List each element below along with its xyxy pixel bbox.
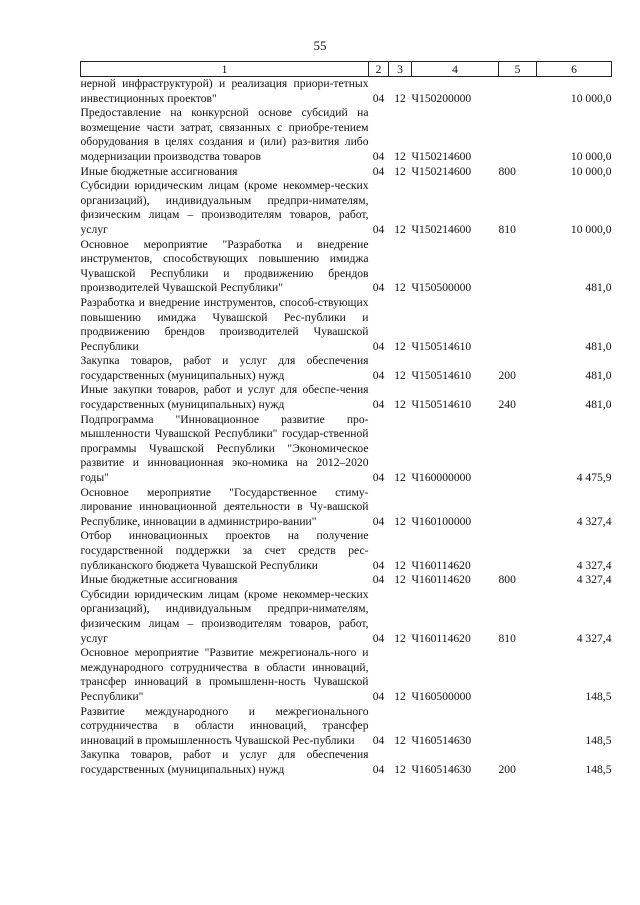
row-name: Субсидии юридическим лицам (кроме некоммер-ческих организаций), индивидуальным предпри-нимателям, физическим лицам – производителям товаров, работ, услуг [80, 587, 369, 645]
row-name: Отбор инновационных проектов на получение государственной поддержки за счет средств рес-публиканского бюджета Чувашской Республики [80, 529, 369, 572]
row-target-code: Ч150200000 [411, 91, 472, 105]
row-section: 04 [372, 573, 385, 587]
row-subsection: 12 [394, 91, 406, 105]
row-subsection: 12 [394, 762, 406, 776]
row-amount: 10 000,0 [570, 164, 612, 178]
row-expense-type: 200 [498, 762, 516, 776]
row-name: Закупка товаров, работ и услуг для обеспечения государственных (муниципальных) нужд [80, 748, 369, 776]
row-section: 04 [372, 368, 385, 382]
row-expense-type: 800 [498, 573, 516, 587]
row-amount: 10 000,0 [570, 222, 612, 236]
row-expense-type [499, 77, 537, 107]
row-subsection: 12 [394, 281, 406, 295]
row-amount: 4 327,4 [576, 573, 612, 587]
row-target-code: Ч150214600 [411, 222, 472, 236]
row-subsection: 12 [394, 222, 406, 236]
row-target-code: Ч160114620 [411, 558, 471, 572]
row-section: 04 [372, 281, 385, 295]
table-row [81, 165, 612, 180]
table-body [81, 77, 612, 778]
table-row [81, 413, 612, 486]
row-name: Субсидии юридическим лицам (кроме некоммер-ческих организаций), индивидуальным предпри-нимателям, физическим лицам – производителям товаров, работ, услуг [80, 179, 369, 236]
row-amount: 4 327,4 [576, 558, 612, 572]
row-section: 04 [372, 222, 385, 236]
row-section: 04 [372, 91, 385, 105]
row-expense-type: 240 [498, 398, 516, 412]
table-row [81, 354, 612, 383]
row-name: Основное мероприятие "Развитие межрегиональ-ного и международного сотрудничества в области инноваций, трансфер инноваций в промышленн-ность Чувашской Республики" [80, 646, 369, 703]
row-target-code: Ч160514630 [411, 733, 472, 747]
row-name: Подпрограмма "Инновационное развитие про-мышленности Чувашской Республики" государ-ственной программы Чувашской Республики "Экономическое развитие и инновационная эко-номика на 2012–2020 годы" [80, 412, 369, 485]
table-row [81, 486, 612, 530]
header-row [81, 62, 612, 77]
table-row [81, 383, 612, 412]
row-name: Предоставление на конкурсной основе субсидий на возмещение части затрат, связанных с приобре-тением оборудования в целях создания и (или) раз-вития либо модернизации производства товаров [80, 106, 369, 163]
row-section: 04 [372, 149, 385, 163]
row-subsection: 12 [394, 689, 406, 703]
table-row [81, 179, 612, 237]
table-header [81, 62, 612, 77]
row-subsection: 12 [394, 368, 406, 382]
row-target-code: Ч160100000 [411, 514, 472, 528]
header-col-name: 1 [81, 62, 369, 77]
row-section: 04 [372, 339, 385, 353]
header-col-target-code: 4 [412, 62, 499, 77]
row-name: Закупка товаров, работ и услуг для обеспечения государственных (муниципальных) нужд [80, 354, 369, 382]
row-expense-type: 800 [498, 164, 516, 178]
row-amount: 4 475,9 [576, 471, 612, 485]
row-target-code: Ч150214600 [411, 149, 472, 163]
row-subsection: 12 [394, 573, 406, 587]
row-subsection: 12 [394, 558, 406, 572]
row-amount: 481,0 [585, 398, 612, 412]
row-target-code: Ч160114620 [411, 631, 471, 645]
row-expense-type [499, 529, 537, 573]
table-row [81, 106, 612, 164]
page-number: 55 [313, 38, 327, 53]
row-section: 04 [372, 558, 385, 572]
header-col-subsection: 3 [389, 62, 412, 77]
row-subsection: 12 [394, 398, 406, 412]
row-expense-type [499, 238, 537, 296]
table-row [81, 588, 612, 646]
row-amount: 481,0 [585, 339, 612, 353]
row-name: Иные бюджетные ассигнования [80, 573, 238, 587]
row-subsection: 12 [394, 514, 406, 528]
row-section: 04 [372, 398, 385, 412]
header-col-expense-type: 5 [499, 62, 537, 77]
row-expense-type: 810 [498, 222, 516, 236]
row-target-code: Ч160000000 [411, 471, 472, 485]
row-target-code: Ч150500000 [411, 281, 472, 295]
row-amount: 481,0 [585, 368, 612, 382]
row-target-code: Ч160514630 [411, 762, 472, 776]
row-section: 04 [372, 631, 385, 645]
row-expense-type [499, 296, 537, 354]
row-amount: 4 327,4 [576, 514, 612, 528]
row-section: 04 [372, 762, 385, 776]
row-target-code: Ч160500000 [411, 689, 472, 703]
row-amount: 4 327,4 [576, 631, 612, 645]
row-expense-type [499, 486, 537, 530]
row-amount: 148,5 [585, 689, 612, 703]
table-row [81, 573, 612, 588]
row-subsection: 12 [394, 339, 406, 353]
row-subsection: 12 [394, 149, 406, 163]
row-target-code: Ч150514610 [411, 398, 472, 412]
row-name: Иные закупки товаров, работ и услуг для обеспе-чения государственных (муниципальных) нужд [80, 383, 369, 412]
row-name: Основное мероприятие "Государственное стиму-лирование инновационной деятельности в Чу-вашской Республике, инновации в администриро-вании" [80, 485, 369, 528]
table-row [81, 529, 612, 573]
table-row [81, 748, 612, 777]
row-subsection: 12 [394, 164, 406, 178]
row-name: Развитие международного и межрегионального сотрудничества в области инноваций, трансфер инноваций в промышленность Чувашской Рес-публики [80, 704, 369, 747]
row-expense-type [499, 413, 537, 486]
table-row [81, 296, 612, 354]
row-target-code: Ч150514610 [411, 368, 472, 382]
row-name: Разработка и внедрение инструментов, способ-ствующих повышению имиджа Чувашской Рес-публики и продвижению брендов производителей Чувашской Республики [80, 295, 369, 353]
row-expense-type: 200 [498, 368, 516, 382]
row-amount: 10 000,0 [570, 91, 612, 105]
row-target-code: Ч160114620 [411, 573, 471, 587]
table-row [81, 646, 612, 704]
row-expense-type [499, 705, 537, 749]
row-amount: 148,5 [585, 733, 612, 747]
row-section: 04 [372, 733, 385, 747]
row-subsection: 12 [394, 471, 406, 485]
row-section: 04 [372, 164, 385, 178]
table-row [81, 238, 612, 296]
table-row [81, 77, 612, 107]
header-col-section: 2 [369, 62, 389, 77]
row-name: нерной инфраструктурой) и реализация приори-тетных инвестиционных проектов" [80, 77, 369, 105]
row-section: 04 [372, 689, 385, 703]
row-name: Основное мероприятие "Разработка и внедрение инструментов, способствующих повышению имиджа Чувашской Республики и продвижению брендов производителей Чувашской Республики" [80, 237, 369, 295]
row-target-code: Ч150514610 [411, 339, 472, 353]
table-row [81, 705, 612, 749]
row-subsection: 12 [394, 631, 406, 645]
row-expense-type [499, 646, 537, 704]
budget-table [80, 61, 612, 778]
row-section: 04 [372, 471, 385, 485]
row-subsection: 12 [394, 733, 406, 747]
row-amount: 148,5 [585, 762, 612, 776]
row-expense-type [499, 106, 537, 164]
row-section: 04 [372, 514, 385, 528]
row-target-code: Ч150214600 [411, 164, 472, 178]
row-amount: 10 000,0 [570, 149, 612, 163]
row-name: Иные бюджетные ассигнования [80, 164, 238, 178]
row-expense-type: 810 [498, 631, 516, 645]
row-amount: 481,0 [585, 281, 612, 295]
header-col-amount: 6 [537, 62, 612, 77]
